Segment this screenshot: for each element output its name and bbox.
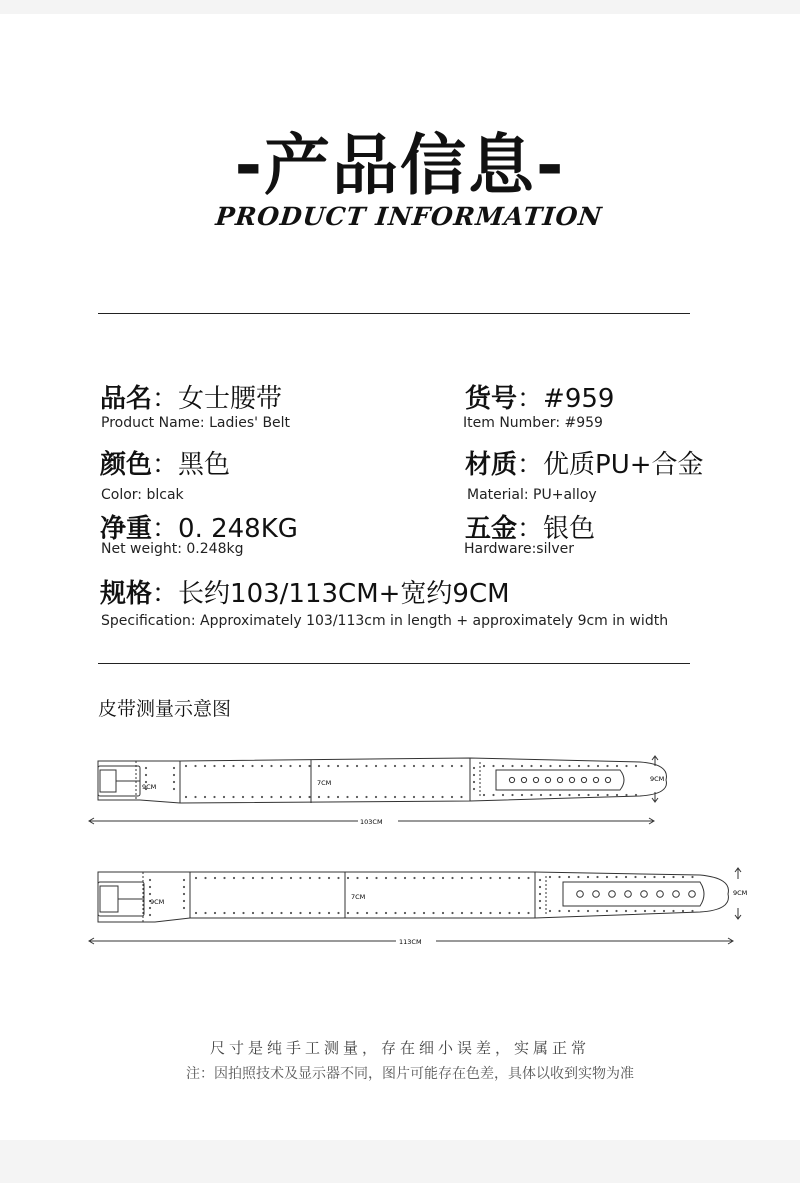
stud-dot [615,876,617,878]
stud-dot [597,765,599,767]
stud-dot [413,796,415,798]
stud-dot [587,876,589,878]
diagram-title: 皮带测量示意图 [98,698,232,720]
stud-dot [327,796,329,798]
belt-113-mid-label: 7CM [351,893,366,901]
stud-dot [356,796,358,798]
stud-dot [606,910,608,912]
stud-dot [616,794,618,796]
stud-dot [183,893,185,895]
stud-dot [145,767,147,769]
stud-dot [451,796,453,798]
field-color-en: Color: blcak [101,487,184,503]
belt-hole [689,891,696,898]
stud-dot [483,794,485,796]
stud-dot [527,877,529,879]
stud-dot [385,912,387,914]
stud-dot [318,877,320,879]
belt-hole [569,777,574,782]
belt-103-length-label: 103CM [360,818,383,826]
stud-dot [213,796,215,798]
stud-dot [204,912,206,914]
stud-dot [173,781,175,783]
stud-dot [615,910,617,912]
stud-dot [365,796,367,798]
belt-hole [593,891,600,898]
stud-dot [451,877,453,879]
stud-dot [289,765,291,767]
stud-dot [308,765,310,767]
stud-dot [577,876,579,878]
stud-dot [337,912,339,914]
stud-dot [173,774,175,776]
stud-dot [327,765,329,767]
stud-dot [384,765,386,767]
stud-dot [356,877,358,879]
belt-hole [625,891,632,898]
stud-dot [451,765,453,767]
field-hardware: 五金：银色 [465,514,596,544]
field-material-en: Material: PU+alloy [467,487,597,503]
stud-dot [290,912,292,914]
stud-dot [527,912,529,914]
stud-dot [422,765,424,767]
stud-dot [441,796,443,798]
stud-dot [539,879,541,881]
stud-dot [539,900,541,902]
stud-dot [194,796,196,798]
stud-dot [375,912,377,914]
footer-note-2: 注：因拍照技术及显示器不同，图片可能存在色差，具体以收到实物为准 [186,1066,634,1082]
stud-dot [489,912,491,914]
stud-dot [577,910,579,912]
stud-dot [299,765,301,767]
stud-dot [432,912,434,914]
field-name-en: Product Name: Ladies' Belt [101,415,291,431]
stud-dot [644,876,646,878]
stud-dot [183,879,185,881]
stud-dot [460,765,462,767]
belt-hole [641,891,648,898]
stud-dot [558,910,560,912]
stud-dot [242,877,244,879]
stud-dot [549,794,551,796]
stud-dot [549,765,551,767]
stud-dot [558,876,560,878]
stud-dot [204,765,206,767]
stud-dot [442,912,444,914]
stud-dot [251,765,253,767]
stud-dot [347,877,349,879]
stud-dot [635,794,637,796]
stud-dot [356,765,358,767]
stud-dot [470,877,472,879]
stud-dot [366,912,368,914]
belt-hole [593,777,598,782]
stud-dot [195,912,197,914]
stud-dot [149,914,151,916]
stud-dot [299,912,301,914]
stud-dot [173,767,175,769]
stud-dot [183,886,185,888]
belt-113-drawing [80,862,760,957]
stud-dot [511,794,513,796]
stud-dot [271,877,273,879]
stud-dot [183,907,185,909]
field-spec-en: Specification: Approximately 103/113cm in length + approximately 9cm in width [101,613,669,629]
stud-dot [461,877,463,879]
field-spec: 规格：长约103/113CM+宽约9CM [100,579,510,609]
stud-dot [394,796,396,798]
stud-dot [635,765,637,767]
stud-dot [280,912,282,914]
stud-dot [442,877,444,879]
stud-dot [290,877,292,879]
stud-dot [508,877,510,879]
stud-dot [539,886,541,888]
belt-hole [521,777,526,782]
stud-dot [346,796,348,798]
stud-dot [394,912,396,914]
stud-dot [634,910,636,912]
stud-dot [261,765,263,767]
stud-dot [242,912,244,914]
stud-dot [539,907,541,909]
stud-dot [672,910,674,912]
stud-dot [403,796,405,798]
stud-dot [672,876,674,878]
stud-dot [616,765,618,767]
stud-dot [508,912,510,914]
stud-dot [597,794,599,796]
stud-dot [521,765,523,767]
stud-dot [470,912,472,914]
stud-dot [530,765,532,767]
stud-dot [270,765,272,767]
stud-dot [549,910,551,912]
stud-dot [347,912,349,914]
field-weight: 净重：0. 248KG [100,514,298,544]
belt-hole [581,777,586,782]
stud-dot [204,796,206,798]
stud-dot [559,794,561,796]
stud-dot [625,876,627,878]
stud-dot [328,912,330,914]
stud-dot [213,765,215,767]
belt-103-side-label: 9CM [650,775,665,783]
stud-dot [691,910,693,912]
stud-dot [499,912,501,914]
stud-dot [461,912,463,914]
stud-dot [346,765,348,767]
stud-dot [356,912,358,914]
belt-diagram-113 [80,862,760,957]
stud-dot [568,765,570,767]
belt-hole [605,777,610,782]
stud-dot [366,877,368,879]
belt-hole [577,891,584,898]
stud-dot [423,912,425,914]
stud-dot [394,765,396,767]
stud-dot [625,910,627,912]
stud-dot [318,765,320,767]
stud-dot [261,877,263,879]
stud-dot [149,907,151,909]
stud-dot [252,877,254,879]
stud-dot [251,796,253,798]
footer-note-1: 尺寸是纯手工测量，存在细小误差，实属正常 [209,1039,590,1057]
belt-hole [557,777,562,782]
stud-dot [375,877,377,879]
stud-dot [289,796,291,798]
stud-dot [337,765,339,767]
stud-dot [596,876,598,878]
belt-103-width-label: 9CM [142,783,157,791]
stud-dot [663,876,665,878]
field-item-en: Item Number: #959 [463,415,603,431]
stud-dot [337,796,339,798]
stud-dot [492,794,494,796]
stud-dot [308,796,310,798]
bottom-band [0,1140,800,1183]
stud-dot [691,876,693,878]
belt-hole [673,891,680,898]
stud-dot [149,893,151,895]
stud-dot [587,910,589,912]
stud-dot [403,765,405,767]
stud-dot [460,796,462,798]
stud-dot [149,879,151,881]
stud-dot [682,910,684,912]
belt-hole [657,891,664,898]
stud-dot [270,796,272,798]
stud-dot [394,877,396,879]
stud-dot [625,765,627,767]
field-item: 货号：#959 [465,384,615,414]
stud-dot [309,877,311,879]
divider-bottom [98,663,690,664]
belt-hole [609,891,616,898]
stud-dot [432,877,434,879]
stud-dot [183,900,185,902]
field-material: 材质：优质PU+合金 [465,450,704,480]
stud-dot [663,910,665,912]
stud-dot [375,765,377,767]
stud-dot [606,765,608,767]
stud-dot [568,876,570,878]
stud-dot [223,912,225,914]
stud-dot [653,876,655,878]
belt-113-length-label: 113CM [399,938,422,946]
stud-dot [149,886,151,888]
stud-dot [578,794,580,796]
field-color: 颜色：黑色 [100,450,231,480]
belt-103-drawing [80,748,760,838]
stud-dot [232,796,234,798]
field-name: 品名：女士腰带 [100,384,283,414]
stud-dot [540,794,542,796]
page-subtitle: PRODUCT INFORMATION [214,202,604,231]
stud-dot [318,796,320,798]
stud-dot [261,796,263,798]
stud-dot [233,877,235,879]
divider-top [98,313,690,314]
belt-hole [533,777,538,782]
stud-dot [173,788,175,790]
field-hardware-en: Hardware:silver [464,541,575,557]
stud-dot [499,877,501,879]
stud-dot [559,765,561,767]
stud-dot [223,765,225,767]
belt-103-mid-label: 7CM [317,779,332,787]
stud-dot [413,912,415,914]
stud-dot [271,912,273,914]
belt-hole [509,777,514,782]
stud-dot [223,796,225,798]
stud-dot [568,910,570,912]
stud-dot [451,912,453,914]
stud-dot [365,765,367,767]
stud-dot [233,912,235,914]
stud-dot [596,910,598,912]
stud-dot [185,796,187,798]
stud-dot [242,765,244,767]
stud-dot [606,876,608,878]
stud-dot [299,796,301,798]
stud-dot [682,876,684,878]
stud-dot [375,796,377,798]
stud-dot [384,796,386,798]
stud-dot [653,910,655,912]
stud-dot [549,876,551,878]
stud-dot [328,877,330,879]
stud-dot [195,877,197,879]
stud-dot [299,877,301,879]
belt-113-side-label: 9CM [733,889,748,897]
stud-dot [145,774,147,776]
stud-dot [242,796,244,798]
stud-dot [214,912,216,914]
stud-dot [480,912,482,914]
stud-dot [385,877,387,879]
stud-dot [578,765,580,767]
stud-dot [518,877,520,879]
stud-dot [337,877,339,879]
stud-dot [185,765,187,767]
stud-dot [232,765,234,767]
stud-dot [483,765,485,767]
stud-dot [280,796,282,798]
stud-dot [480,877,482,879]
stud-dot [473,767,475,769]
stud-dot [634,876,636,878]
stud-dot [223,877,225,879]
stud-dot [587,765,589,767]
stud-dot [404,877,406,879]
stud-dot [204,877,206,879]
stud-dot [432,765,434,767]
stud-dot [492,765,494,767]
stud-dot [511,765,513,767]
field-weight-en: Net weight: 0.248kg [101,541,244,557]
stud-dot [422,796,424,798]
stud-dot [432,796,434,798]
stud-dot [309,912,311,914]
stud-dot [413,877,415,879]
stud-dot [502,765,504,767]
stud-dot [530,794,532,796]
stud-dot [502,794,504,796]
stud-dot [473,774,475,776]
stud-dot [318,912,320,914]
page-title: -产品信息- [234,127,566,204]
stud-dot [252,912,254,914]
stud-dot [539,893,541,895]
stud-dot [587,794,589,796]
stud-dot [280,765,282,767]
stud-dot [413,765,415,767]
stud-dot [441,765,443,767]
belt-hole [545,777,550,782]
stud-dot [518,912,520,914]
stud-dot [606,794,608,796]
stud-dot [194,765,196,767]
stud-dot [404,912,406,914]
stud-dot [423,877,425,879]
stud-dot [473,781,475,783]
stud-dot [568,794,570,796]
stud-dot [261,912,263,914]
stud-dot [280,877,282,879]
stud-dot [644,910,646,912]
stud-dot [489,877,491,879]
stud-dot [625,794,627,796]
belt-113-width-label: 9CM [150,898,165,906]
stud-dot [540,765,542,767]
stud-dot [521,794,523,796]
stud-dot [473,788,475,790]
belt-diagram-103 [80,748,760,838]
stud-dot [214,877,216,879]
